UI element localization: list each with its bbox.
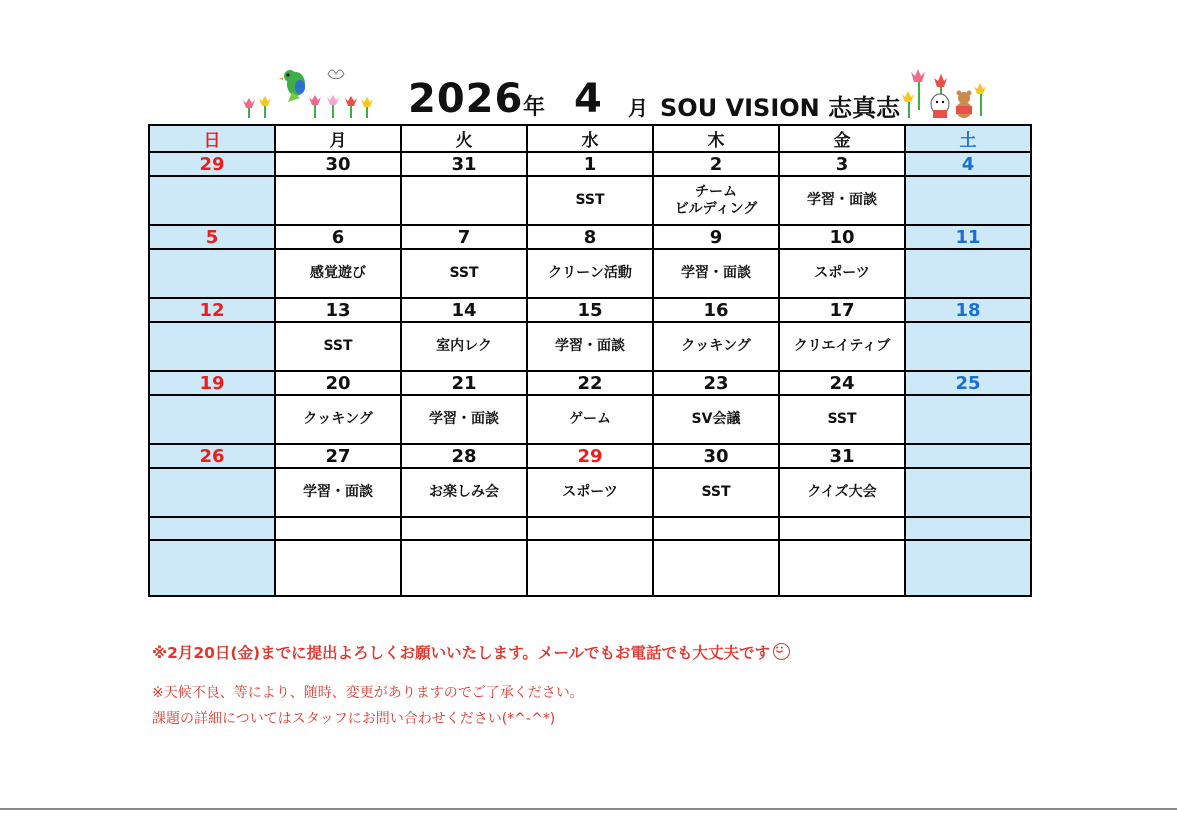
date-cell: 26 — [149, 444, 275, 468]
event-cell: スポーツ — [527, 468, 653, 517]
event-cell — [149, 468, 275, 517]
date-cell: 9 — [653, 225, 779, 249]
event-cell: SV会議 — [653, 395, 779, 444]
date-cell: 3 — [779, 152, 905, 176]
event-cell — [401, 176, 527, 225]
date-cell: 14 — [401, 298, 527, 322]
note-details: 課題の詳細についてはスタッフにお問い合わせください(*^-^*) — [152, 711, 556, 727]
event-cell: 学習・面談 — [779, 176, 905, 225]
date-cell: 19 — [149, 371, 275, 395]
empty-cell — [527, 540, 653, 596]
date-cell: 25 — [905, 371, 1031, 395]
event-cell: 学習・面談 — [653, 249, 779, 298]
date-cell: 21 — [401, 371, 527, 395]
date-cell: 6 — [275, 225, 401, 249]
title-month: 4 — [574, 76, 602, 122]
date-cell: 12 — [149, 298, 275, 322]
event-cell: クッキング — [653, 322, 779, 371]
event-row — [149, 176, 1031, 225]
empty-cell — [275, 540, 401, 596]
title-organization: SOU VISION 志真志 — [660, 94, 901, 122]
event-cell: 学習・面談 — [527, 322, 653, 371]
date-cell: 15 — [527, 298, 653, 322]
event-row — [149, 249, 1031, 298]
date-cell: 30 — [653, 444, 779, 468]
title-year-suffix: 年 — [523, 95, 546, 120]
weekday-thursday: 木 — [653, 125, 779, 152]
date-cell: 16 — [653, 298, 779, 322]
empty-cell — [905, 517, 1031, 540]
event-cell — [905, 176, 1031, 225]
date-cell: 1 — [527, 152, 653, 176]
event-cell: クリーン活動 — [527, 249, 653, 298]
event-cell — [149, 322, 275, 371]
event-cell: クイズ大会 — [779, 468, 905, 517]
event-cell: ゲーム — [527, 395, 653, 444]
event-row — [149, 322, 1031, 371]
event-row — [149, 468, 1031, 517]
date-cell: 30 — [275, 152, 401, 176]
note-deadline — [152, 641, 790, 663]
event-cell — [275, 176, 401, 225]
weekday-friday: 金 — [779, 125, 905, 152]
date-cell: 17 — [779, 298, 905, 322]
empty-cell — [653, 540, 779, 596]
event-cell: SST — [275, 322, 401, 371]
weekday-wednesday: 水 — [527, 125, 653, 152]
title-month-suffix: 月 — [628, 96, 648, 120]
event-cell — [149, 176, 275, 225]
event-cell — [149, 249, 275, 298]
empty-cell — [779, 517, 905, 540]
date-cell: 18 — [905, 298, 1031, 322]
event-cell: クッキング — [275, 395, 401, 444]
date-cell: 20 — [275, 371, 401, 395]
date-cell: 23 — [653, 371, 779, 395]
date-cell: 11 — [905, 225, 1031, 249]
event-cell — [905, 249, 1031, 298]
event-cell: SST — [527, 176, 653, 225]
empty-cell — [527, 517, 653, 540]
event-cell: 学習・面談 — [401, 395, 527, 444]
weekday-monday: 月 — [275, 125, 401, 152]
page-bottom-divider — [0, 808, 1177, 810]
date-row — [149, 152, 1031, 176]
title-year: 2026 — [408, 76, 524, 122]
date-row — [149, 371, 1031, 395]
animals-tulips-icon — [900, 62, 990, 122]
empty-cell — [653, 517, 779, 540]
date-row — [149, 298, 1031, 322]
date-cell: 29 — [527, 444, 653, 468]
date-cell: 7 — [401, 225, 527, 249]
date-cell: 8 — [527, 225, 653, 249]
event-cell — [149, 395, 275, 444]
event-cell: お楽しみ会 — [401, 468, 527, 517]
date-cell: 5 — [149, 225, 275, 249]
date-cell: 29 — [149, 152, 275, 176]
bird-tulips-icon — [242, 62, 382, 122]
empty-cell — [401, 540, 527, 596]
empty-cell — [401, 517, 527, 540]
event-cell: SST — [653, 468, 779, 517]
weekday-header-row — [149, 125, 1031, 152]
date-cell: 31 — [401, 152, 527, 176]
event-cell: チーム ビルディング — [653, 176, 779, 225]
empty-row — [149, 540, 1031, 596]
date-cell: 2 — [653, 152, 779, 176]
date-cell: 24 — [779, 371, 905, 395]
empty-cell — [149, 540, 275, 596]
weekday-saturday: 土 — [905, 125, 1031, 152]
date-cell — [905, 444, 1031, 468]
empty-cell — [905, 540, 1031, 596]
date-cell: 22 — [527, 371, 653, 395]
date-cell: 27 — [275, 444, 401, 468]
empty-row — [149, 517, 1031, 540]
event-cell — [905, 322, 1031, 371]
date-cell: 13 — [275, 298, 401, 322]
event-cell — [905, 395, 1031, 444]
event-row — [149, 395, 1031, 444]
weekday-tuesday: 火 — [401, 125, 527, 152]
note-weather: ※天候不良、等により、随時、変更がありますのでご了承ください。 — [152, 685, 584, 701]
event-cell — [905, 468, 1031, 517]
date-cell: 10 — [779, 225, 905, 249]
date-cell: 28 — [401, 444, 527, 468]
event-cell: クリエイティブ — [779, 322, 905, 371]
empty-cell — [149, 517, 275, 540]
weekday-sunday: 日 — [149, 125, 275, 152]
event-cell: 学習・面談 — [275, 468, 401, 517]
date-cell: 31 — [779, 444, 905, 468]
event-cell: 室内レク — [401, 322, 527, 371]
date-row — [149, 225, 1031, 249]
event-cell: SST — [779, 395, 905, 444]
empty-cell — [275, 517, 401, 540]
event-cell: スポーツ — [779, 249, 905, 298]
calendar-table — [148, 124, 1032, 597]
empty-cell — [779, 540, 905, 596]
calendar-header — [150, 62, 1030, 124]
date-row — [149, 444, 1031, 468]
date-cell: 4 — [905, 152, 1031, 176]
event-cell: 感覚遊び — [275, 249, 401, 298]
note-deadline-text: ※2月20日(金)までに提出よろしくお願いいたします。メールでもお電話でも大丈夫です — [152, 644, 771, 662]
smiley-face-icon — [773, 643, 790, 660]
event-cell: SST — [401, 249, 527, 298]
